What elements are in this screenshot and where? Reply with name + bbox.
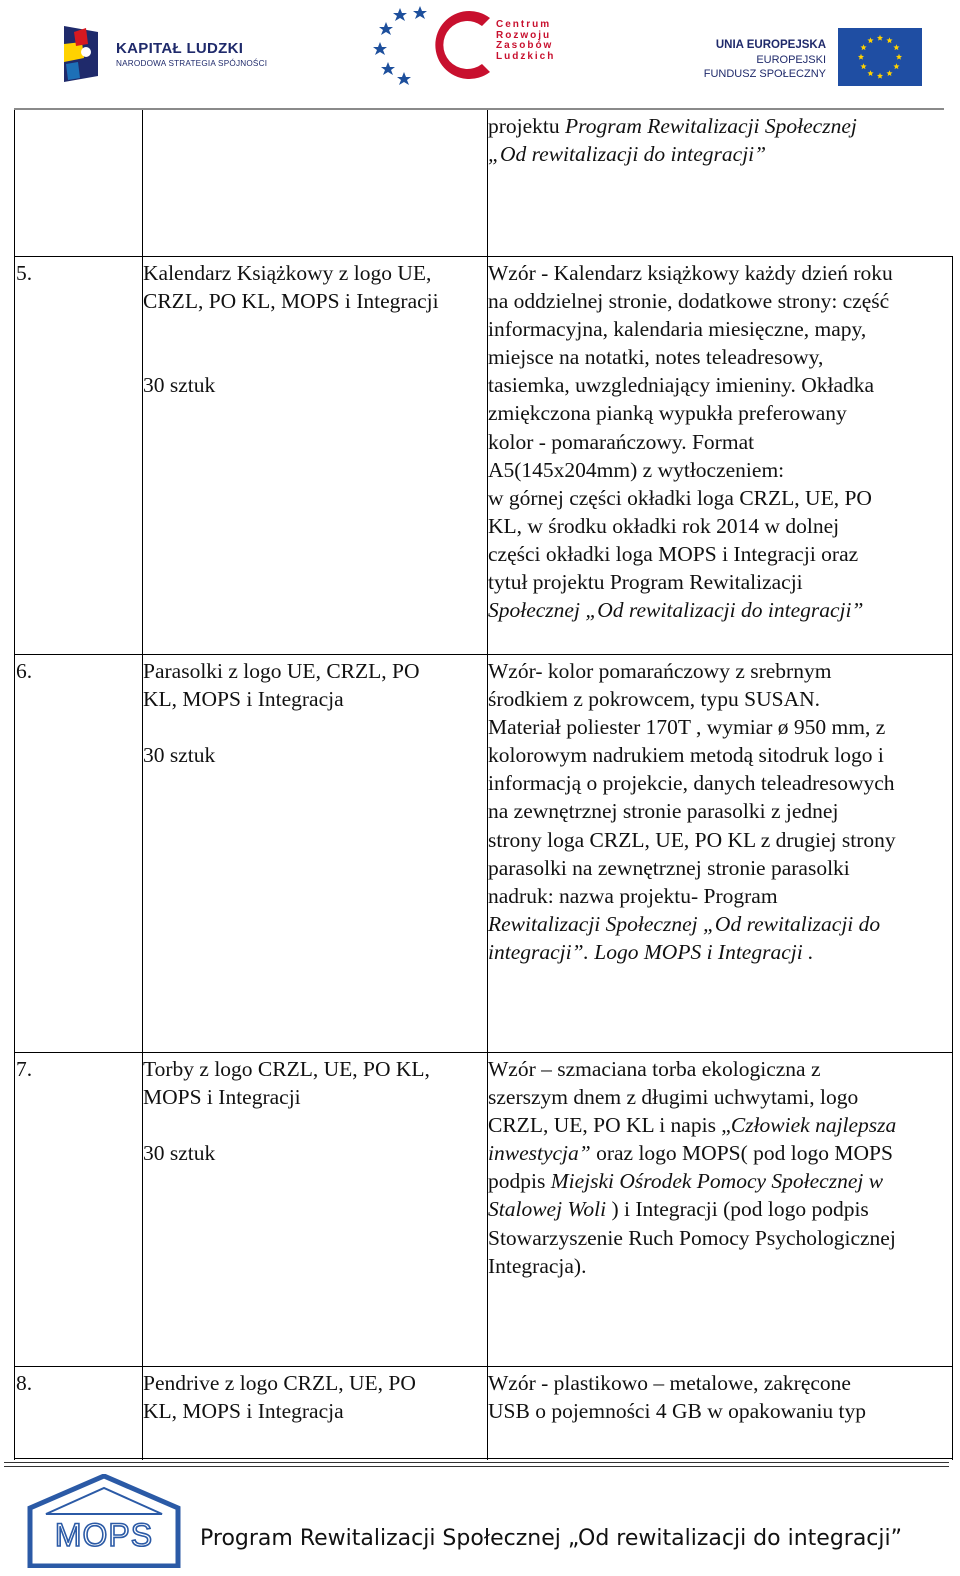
crzl-line: Ludzkich [496,50,556,62]
description-text: podpis [488,1169,551,1194]
eu-text [704,38,826,81]
row-7-description [488,1055,896,1280]
eu-logo [703,28,922,92]
row-7-number: 7. [16,1057,33,1081]
description-text: informacyjna, kalendaria miesięczne, mapy, [488,317,867,342]
row-5-item [143,259,439,399]
description-text: środkiem z pokrowcem, typu SUSAN. [488,687,821,712]
crzl-emblem-icon [372,4,496,86]
description-text: tasiemka, uwzgledniający imieniny. Okładka [488,373,875,398]
kapital-ludzki-logo [58,22,298,86]
item-quantity: 30 sztuk [143,373,216,398]
table-border-right [952,256,953,1460]
kapital-ludzki-subtitle: NARODOWA STRATEGIA SPÓJNOŚCI [116,59,268,68]
description-line [488,1397,866,1425]
description-line [488,882,896,910]
description-line [488,540,893,568]
description-line [488,1195,896,1223]
description-text: ) i Integracji (pod logo podpis [606,1197,869,1222]
table-row-divider [14,256,953,257]
description-line [488,657,896,685]
item-line: CRZL, PO KL, MOPS i Integracji [143,289,439,314]
item-quantity: 30 sztuk [143,1141,216,1166]
description-line [488,399,893,427]
description-line [488,1111,896,1139]
table-border-bottom [14,1458,953,1459]
crzl-line: Rozwoju [496,29,552,41]
eu-flag-icon [838,28,922,86]
item-quantity: 30 sztuk [143,743,216,768]
kapital-ludzki-emblem-icon [58,22,114,86]
spacer [143,713,420,741]
item-line: Pendrive z logo CRZL, UE, PO [143,1371,416,1395]
description-text: Materiał poliester 170T , wymiar ø 950 mm, z [488,715,886,740]
description-line [488,343,893,371]
kapital-ludzki-name: KAPITAŁ LUDZKI [116,40,244,57]
description-line [488,287,893,315]
crzl-line: Centrum [496,19,552,30]
description-line [488,854,896,882]
eu-line-2: EUROPEJSKI [756,54,826,66]
description-line [488,797,896,825]
item-line: Parasolki z logo UE, CRZL, PO [143,659,420,683]
row-6-number: 6. [16,659,33,683]
description-italic-text: Rewitalizacji Społecznej „Od rewitalizacji do [488,911,881,936]
table-border-left [14,110,15,1460]
mops-logo-icon [24,1474,184,1568]
description-italic-text: „Od rewitalizacji do integracji” [488,142,767,167]
description-line [488,685,896,713]
description-line [488,1369,866,1397]
description-text: KL, w środku okładki rok 2014 w dolnej [488,513,840,538]
table-row-divider [14,654,953,655]
description-line [488,826,896,854]
description-line [488,713,896,741]
description-text: Wzór - Kalendarz książkowy każdy dzień roku [488,261,893,285]
description-italic-text: Społecznej „Od rewitalizacji do integracji” [488,598,864,623]
crzl-line: Zasobów [496,40,554,52]
item-line: MOPS i Integracji [143,1085,301,1110]
row-6-item [143,657,420,769]
description-text: nadruk: nazwa projektu- Program [488,883,778,908]
description-line [488,456,893,484]
spacer [143,343,439,371]
item-line: KL, MOPS i Integracja [143,1399,344,1424]
description-line [488,484,893,512]
item-line: KL, MOPS i Integracja [143,687,344,712]
description-text: tytuł projektu Program Rewitalizacji [488,570,803,595]
description-text: szerszym dnem z długimi uchwytami, logo [488,1085,859,1110]
row-6-description [488,657,896,966]
description-text: zmiękczona pianką wypukła preferowany [488,401,847,426]
crzl-text [496,20,555,62]
description-line [488,596,893,624]
description-line [488,910,896,938]
table-row-divider [14,1366,953,1367]
description-italic-text: Miejski Ośrodek Pomocy Społecznej w [550,1169,884,1194]
page-header [0,0,960,108]
description-line [488,428,893,456]
description-italic-text: integracji”. Logo MOPS i Integracji . [488,939,814,964]
table-row-divider [14,1052,953,1053]
description-line [488,741,896,769]
description-text: części okładki loga MOPS i Integracji oraz [488,541,859,566]
description-italic-text: Stalowej Woli [488,1197,607,1222]
description-line [488,112,857,140]
description-line [488,371,893,399]
eu-line-1: UNIA EUROPEJSKA [715,39,826,51]
row-5-description [488,259,893,624]
description-text: kolor - pomarańczowy. Format [488,429,755,454]
description-italic-text: inwestycja” [488,1141,591,1166]
description-text: oraz logo MOPS( pod logo MOPS [590,1141,893,1166]
item-line: Kalendarz Książkowy z logo UE, [143,261,432,285]
description-text: Integracja). [488,1253,587,1278]
description-text: strony loga CRZL, UE, PO KL z drugiej strony [488,827,896,852]
description-line [488,315,893,343]
description-line [488,938,896,966]
description-italic-text: Człowiek najlepsza [730,1113,897,1138]
spacer [143,1111,430,1139]
description-line [488,1083,896,1111]
row-7-item [143,1055,430,1167]
description-text: A5(145x204mm) z wytłoczeniem: [488,457,785,482]
footer-divider [4,1466,949,1467]
description-line [488,1224,896,1252]
description-text: na oddzielnej stronie, dodatkowe strony: część [488,289,890,314]
description-text: USB o pojemności 4 GB w opakowaniu typ [488,1399,867,1424]
description-text: w górnej części okładki loga CRZL, UE, PO [488,485,872,510]
description-text: Wzór- kolor pomarańczowy z srebrnym [488,659,832,683]
description-line [488,1252,896,1280]
row-8-item [143,1369,416,1425]
row-8-number: 8. [16,1371,33,1395]
description-line [488,259,893,287]
crzl-logo [372,4,572,86]
item-line: Torby z logo CRZL, UE, PO KL, [143,1057,430,1081]
description-text: Wzór - plastikowo – metalowe, zakręcone [488,1371,851,1395]
continuation-description [488,112,857,168]
header-divider [14,108,944,110]
description-text: miejsce na notatki, notes teleadresowy, [488,345,824,370]
description-text: projektu [488,114,566,138]
description-line [488,1167,896,1195]
description-text: Wzór – szmaciana torba ekologiczna z [488,1057,821,1081]
spacer [143,315,439,343]
mops-logo-text: MOPS [54,1517,154,1553]
description-italic-text: Program Rewitalizacji Społecznej [565,114,857,138]
row-5-number: 5. [16,261,33,285]
description-line [488,1055,896,1083]
footer-divider [4,1462,949,1463]
description-line [488,140,857,168]
description-line [488,769,896,797]
description-line [488,1139,896,1167]
eu-line-3: FUNDUSZ SPOŁECZNY [703,68,826,80]
footer-project-title: Program Rewitalizacji Społecznej „Od rewitalizacji do integracji” [200,1526,903,1551]
row-8-description [488,1369,866,1425]
description-text: na zewnętrznej stronie parasolki z jednej [488,799,839,824]
description-text: parasolki na zewnętrznej stronie parasolki [488,855,850,880]
description-text: Stowarzyszenie Ruch Pomocy Psychologicznej [488,1225,896,1250]
description-text: kolorowym nadrukiem metodą sitodruk logo i [488,743,884,768]
description-line [488,512,893,540]
description-line [488,568,893,596]
description-text: CRZL, UE, PO KL i napis „ [488,1113,731,1138]
description-text: informacją o projekcie, danych teleadresowych [488,771,895,796]
